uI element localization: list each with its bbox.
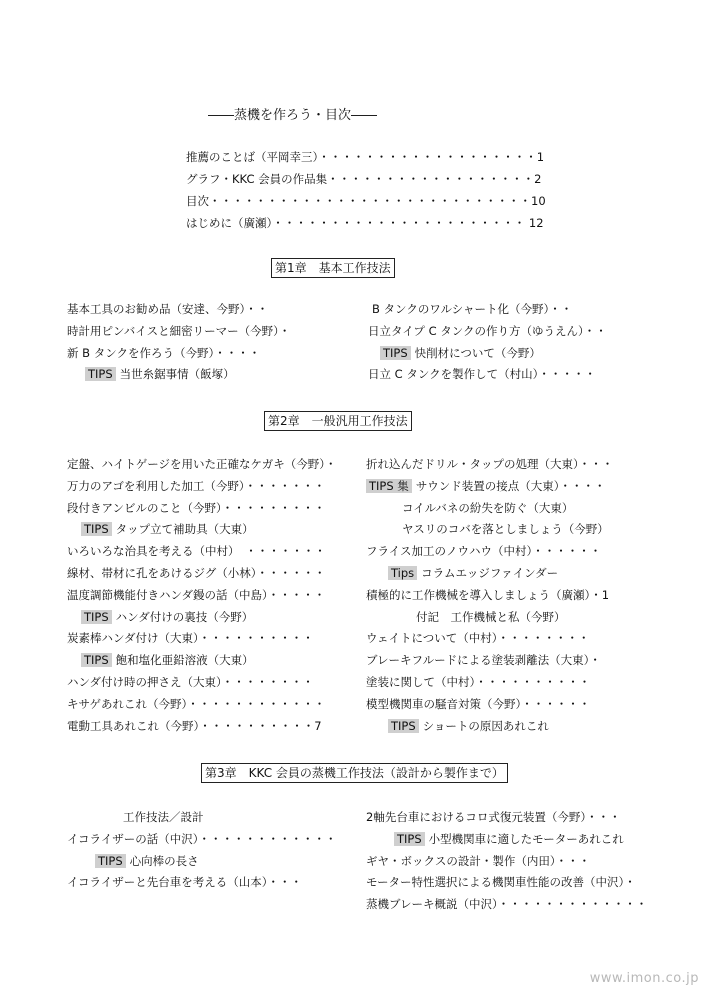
toc-entry: ヤスリのコバを落としましょう（今野） [402, 522, 609, 537]
toc-entry: コイルバネの紛失を防ぐ（大東） [402, 500, 574, 515]
toc-entry-text: タップ立て補助具（大東） [115, 522, 254, 537]
toc-entry [388, 564, 635, 586]
toc-entry: ハンダ付け時の押さえ（大東）・・・・・・・・ [67, 674, 314, 689]
toc-entry: 日立タイプ C タンクの作り方（ゆうえん）・・ [368, 323, 607, 338]
chapter-2-right-column [366, 455, 613, 738]
tips-badge: TIPS [394, 832, 425, 846]
tips-badge: TIPS [388, 719, 419, 733]
chapter-3-heading: 第3章 KKC 会員の蒸機工作技法（設計から製作まで） [201, 763, 508, 783]
tips-badge: TIPS 集 [366, 479, 412, 493]
toc-entry [81, 651, 351, 673]
tips-badge: TIPS [380, 346, 411, 360]
toc-entry-text: 当世糸鋸事情（飯塚） [119, 367, 235, 382]
toc-entry: イコライザーと先台車を考える（山本）・・・ [67, 875, 302, 890]
toc-entry: 付記 工作機械と私（今野） [416, 609, 566, 624]
tips-badge: TIPS [95, 854, 126, 868]
watermark: www.imon.co.jp [589, 971, 699, 986]
toc-entry: 日立 C タンクを製作して（村山）・・・・・ [368, 367, 596, 382]
toc-entry: ブレーキフルードによる塗装剥離法（大東）・ [366, 653, 601, 668]
toc-entry-text: 心向棒の長さ [129, 853, 199, 868]
toc-entry [380, 344, 619, 366]
toc-entry: 基本工具のお勧め品（安達、今野）・・ [67, 302, 269, 316]
toc-entry: 炭素棒ハンダ付け（大東）・・・・・・・・・・ [67, 631, 314, 646]
page-title: ――蒸機を作ろう・目次―― [208, 108, 378, 123]
tips-badge: TIPS [81, 610, 112, 624]
chapter-1-right-column [368, 300, 607, 387]
toc-entry: ギヤ・ボックスの設計・製作（内田）・・・ [366, 853, 591, 868]
toc-entry: ウェイトについて（中村）・・・・・・・・ [366, 631, 590, 646]
toc-entry: 定盤、ハイトゲージを用いた正確なケガキ（今野）・ [67, 457, 337, 471]
toc-entry: 目次・・・・・・・・・・・・・・・・・・・・・・・・・・・・10 [186, 194, 546, 208]
toc-entry: フライス加工のノウハウ（中村）・・・・・・ [366, 544, 602, 559]
toc-entry: 折れ込んだドリル・タップの処理（大東）・・・ [366, 457, 614, 471]
tips-badge: TIPS [81, 522, 112, 536]
toc-entry: キサゲあれこれ（今野）・・・・・・・・・・・・ [67, 696, 326, 711]
front-matter-list [186, 148, 546, 236]
toc-entry: イコライザーの話（中沢）・・・・・・・・・・・・ [67, 831, 337, 846]
toc-entry: 塗装に関して（中村）・・・・・・・・・・ [366, 674, 591, 689]
chapter-2-heading: 第2章 一般汎用工作技法 [264, 411, 412, 431]
toc-entry: B タンクのワルシャート化（今野）・・ [372, 302, 573, 316]
toc-entry: 2軸先台車におけるコロ式復元装置（今野）・・・ [366, 810, 621, 824]
toc-entry: 段付きアンビルのこと（今野）・・・・・・・・・ [67, 500, 326, 515]
tips-badge: Tips [388, 566, 417, 580]
toc-entry [388, 717, 635, 739]
toc-entry [95, 852, 364, 874]
toc-entry: 模型機関車の騒音対策（今野）・・・・・・ [366, 696, 591, 711]
chapter-1-left-column [67, 300, 290, 387]
toc-entry-text: ショートの原因あれこれ [422, 718, 549, 733]
toc-entry-text: 小型機関車に適したモーターあれこれ [428, 831, 624, 846]
toc-entry [394, 830, 675, 852]
toc-entry: いろいろな治具を考える（中村） ・・・・・・・ [67, 544, 326, 559]
toc-entry-text: サウンド装置の接点（大東）・・・・ [415, 478, 606, 493]
toc-entry: 推薦のことば（平岡幸三）・・・・・・・・・・・・・・・・・・・1 [186, 150, 545, 164]
toc-entry-text: 飽和塩化亜鉛溶液（大東） [115, 653, 254, 668]
chapter-3-right-column [366, 808, 647, 917]
tips-badge: TIPS [81, 653, 112, 667]
toc-entry-text: 快削材について（今野） [414, 345, 541, 360]
toc-entry [85, 365, 308, 387]
toc-entry [81, 608, 351, 630]
toc-entry: 電動工具あれこれ（今野）・・・・・・・・・・7 [67, 718, 322, 733]
toc-entry: 工作技法／設計 [123, 810, 204, 824]
toc-entry: グラフ・KKC 会員の作品集・・・・・・・・・・・・・・・・・・2 [186, 172, 542, 186]
toc-entry: モーター特性選択による機関車性能の改善（中沢）・ [366, 875, 636, 890]
chapter-3-left-column [67, 808, 336, 895]
toc-entry-text: ハンダ付けの裏技（今野） [115, 609, 254, 624]
toc-entry: 積極的に工作機械を導入しましょう（廣瀬）・1 [366, 587, 610, 602]
chapter-1-heading: 第1章 基本工作技法 [271, 258, 395, 278]
toc-entry: 温度調節機能付きハンダ鏝の話（中島）・・・・・ [67, 587, 326, 602]
toc-entry [366, 477, 613, 499]
toc-entry: 時計用ピンバイスと細密リーマー（今野）・ [67, 323, 291, 338]
toc-entry: 蒸機ブレーキ概説（中沢）・・・・・・・・・・・・・ [366, 897, 648, 912]
chapter-2-left-column [67, 455, 337, 738]
tips-badge: TIPS [85, 367, 116, 381]
toc-entry: 線材、帯材に孔をあけるジグ（小林）・・・・・・ [67, 565, 326, 580]
toc-entry: 万力のアゴを利用した加工（今野）・・・・・・・ [67, 478, 326, 493]
toc-entry: はじめに（廣瀬）・・・・・・・・・・・・・・・・・・・・・・ 12 [186, 216, 544, 230]
toc-entry: 新 B タンクを作ろう（今野）・・・・ [67, 345, 261, 360]
toc-entry-text: コラムエッジファインダー [421, 565, 559, 580]
toc-entry [81, 520, 351, 542]
